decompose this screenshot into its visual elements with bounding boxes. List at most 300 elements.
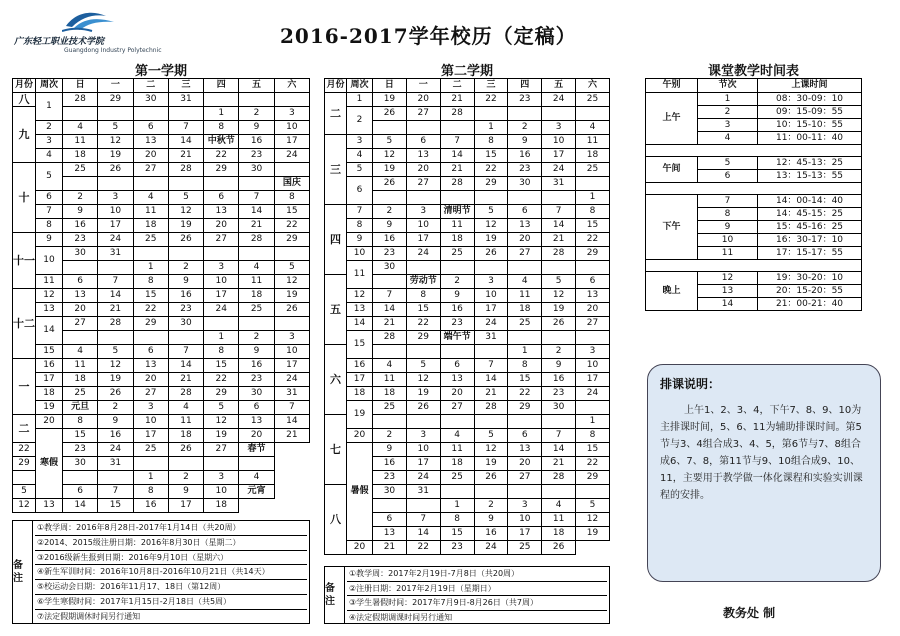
week-cell: 16: [347, 359, 373, 373]
day-cell: 19: [373, 163, 407, 177]
day-cell: [576, 331, 610, 345]
week-cell: 3: [347, 135, 373, 149]
day-cell: [474, 485, 508, 499]
header-cell: 二: [133, 79, 168, 93]
day-cell: [204, 177, 239, 191]
day-cell: 1: [204, 331, 239, 345]
wave-logo-icon: [62, 8, 118, 34]
day-cell: 5: [474, 205, 508, 219]
day-cell: 17: [576, 373, 610, 387]
day-cell: 30: [133, 93, 168, 107]
lesson-time: 14：45-15：25: [758, 208, 862, 221]
period-label: 晚上: [646, 272, 698, 311]
day-cell: 27: [133, 387, 168, 401]
day-cell: [406, 499, 440, 513]
day-cell: 19: [474, 457, 508, 471]
month-cell: 十一: [13, 233, 36, 289]
month-cell: 八: [325, 485, 347, 555]
note-line: ①教学周：2017年2月19日-7月8日（共20周）: [347, 567, 607, 582]
header-cell: 周次: [347, 79, 373, 93]
day-cell: 15: [576, 219, 610, 233]
note-line: ④法定假期调课时间另行通知: [349, 612, 453, 622]
day-cell: 20: [508, 457, 542, 471]
day-cell: 2: [373, 205, 407, 219]
day-cell: 元旦: [63, 401, 98, 415]
day-cell: 17: [406, 457, 440, 471]
day-cell: 11: [133, 205, 168, 219]
day-cell: 1: [576, 415, 610, 429]
month-cell: 十二: [13, 289, 36, 359]
week-cell: 16: [36, 359, 63, 373]
day-cell: 18: [168, 429, 203, 443]
day-cell: [440, 121, 474, 135]
day-cell: 19: [576, 527, 610, 541]
day-cell: 10: [508, 513, 542, 527]
day-cell: [406, 345, 440, 359]
day-cell: 26: [542, 541, 576, 555]
day-cell: 5: [274, 261, 309, 275]
day-cell: 6: [239, 401, 274, 415]
day-cell: 20: [406, 93, 440, 107]
header-cell: 一: [98, 79, 133, 93]
day-cell: [576, 485, 610, 499]
day-cell: 1: [576, 191, 610, 205]
day-cell: 13: [508, 219, 542, 233]
day-cell: [508, 485, 542, 499]
day-cell: 端午节: [440, 331, 474, 345]
day-cell: 3: [98, 191, 133, 205]
day-cell: 8: [474, 135, 508, 149]
day-cell: 25: [440, 471, 474, 485]
day-cell: 11: [576, 135, 610, 149]
header-cell: 六: [576, 79, 610, 93]
day-cell: [406, 261, 440, 275]
day-cell: 14: [542, 219, 576, 233]
day-cell: 13: [239, 415, 274, 429]
day-cell: [168, 247, 203, 261]
note-line: ①教学周：2016年8月28日-2017年1月14日（共20周）: [35, 521, 307, 536]
week-cell: 4: [347, 149, 373, 163]
day-cell: 10: [474, 289, 508, 303]
day-cell: [204, 317, 239, 331]
period-label: 下午: [646, 195, 698, 260]
lesson-number: 7: [698, 195, 758, 208]
lesson-time: 08：30-09：10: [758, 93, 862, 106]
day-cell: [168, 457, 203, 471]
lesson-time: 10：15-10：55: [758, 119, 862, 132]
day-cell: [133, 457, 168, 471]
lesson-time: 17：15-17：55: [758, 247, 862, 260]
day-cell: 2: [474, 499, 508, 513]
day-cell: 19: [98, 149, 133, 163]
day-cell: 5: [474, 429, 508, 443]
day-cell: 21: [239, 219, 274, 233]
day-cell: 16: [98, 429, 133, 443]
day-cell: 19: [406, 387, 440, 401]
day-cell: 24: [98, 443, 133, 457]
day-cell: 21: [274, 429, 309, 443]
day-cell: 27: [576, 317, 610, 331]
day-cell: 6: [133, 121, 168, 135]
day-cell: 12: [406, 373, 440, 387]
day-cell: [98, 177, 133, 191]
day-cell: 2: [508, 121, 542, 135]
day-cell: 27: [406, 107, 440, 121]
day-cell: 30: [542, 401, 576, 415]
note-line: ⑦法定假期调休时间另行通知: [37, 611, 141, 621]
day-cell: 9: [542, 359, 576, 373]
lesson-number: 13: [698, 285, 758, 298]
day-cell: 14: [274, 415, 309, 429]
day-cell: 14: [474, 373, 508, 387]
lesson-number: 11: [698, 247, 758, 260]
day-cell: 11: [508, 289, 542, 303]
schedule-header-cell: 节次: [698, 79, 758, 93]
day-cell: 9: [239, 345, 274, 359]
day-cell: 12: [576, 513, 610, 527]
day-cell: 9: [474, 513, 508, 527]
day-cell: 17: [474, 303, 508, 317]
day-cell: 24: [98, 233, 133, 247]
day-cell: 7: [98, 275, 133, 289]
day-cell: [274, 247, 309, 261]
day-cell: 12: [474, 443, 508, 457]
day-cell: [576, 177, 610, 191]
day-cell: 25: [508, 317, 542, 331]
day-cell: 22: [204, 373, 239, 387]
day-cell: 4: [239, 471, 274, 485]
day-cell: [542, 415, 576, 429]
day-cell: 15: [440, 527, 474, 541]
day-cell: 28: [474, 401, 508, 415]
week-cell: 1: [347, 93, 373, 107]
day-cell: 9: [168, 485, 203, 499]
day-cell: 21: [373, 541, 407, 555]
day-cell: 22: [204, 149, 239, 163]
day-cell: 11: [63, 135, 98, 149]
day-cell: 21: [168, 149, 203, 163]
day-cell: 15: [508, 373, 542, 387]
day-cell: 30: [168, 317, 203, 331]
day-cell: 14: [168, 359, 203, 373]
day-cell: 20: [133, 149, 168, 163]
day-cell: [474, 107, 508, 121]
header-cell: 一: [406, 79, 440, 93]
day-cell: 16: [373, 457, 407, 471]
week-cell: 15: [347, 331, 373, 359]
day-cell: 19: [373, 93, 407, 107]
day-cell: 18: [133, 219, 168, 233]
day-cell: 4: [239, 261, 274, 275]
day-cell: 23: [168, 303, 203, 317]
month-cell: 九: [13, 107, 36, 163]
day-cell: [373, 499, 407, 513]
day-cell: 22: [406, 541, 440, 555]
day-cell: 15: [274, 205, 309, 219]
day-cell: 21: [440, 93, 474, 107]
day-cell: 10: [133, 415, 168, 429]
day-cell: 18: [576, 149, 610, 163]
day-cell: 18: [63, 373, 98, 387]
day-cell: [168, 177, 203, 191]
day-cell: [542, 107, 576, 121]
day-cell: 23: [440, 541, 474, 555]
day-cell: 6: [63, 485, 98, 499]
lesson-number: 12: [698, 272, 758, 285]
day-cell: 14: [542, 443, 576, 457]
day-cell: 22: [474, 93, 508, 107]
notes-label: 备注: [325, 567, 345, 623]
day-cell: [474, 191, 508, 205]
day-cell: 15: [98, 499, 133, 513]
day-cell: [274, 163, 309, 177]
day-cell: 11: [542, 513, 576, 527]
day-cell: 3: [542, 121, 576, 135]
day-cell: 21: [542, 457, 576, 471]
day-cell: 11: [440, 219, 474, 233]
day-cell: 15: [474, 149, 508, 163]
day-cell: 20: [440, 387, 474, 401]
week-cell: 7: [36, 205, 63, 219]
day-cell: 17: [133, 429, 168, 443]
note-line: ④新生军训时间：2016年10月8日-2016年10月21日（共14天）: [35, 565, 307, 580]
day-cell: 4: [168, 401, 203, 415]
week-cell: 15: [36, 345, 63, 359]
day-cell: 17: [204, 289, 239, 303]
day-cell: 16: [239, 135, 274, 149]
day-cell: 24: [474, 317, 508, 331]
day-cell: [204, 93, 239, 107]
header-cell: 三: [168, 79, 203, 93]
day-cell: 23: [508, 163, 542, 177]
day-cell: 17: [274, 135, 309, 149]
day-cell: 6: [576, 275, 610, 289]
day-cell: 20: [239, 429, 274, 443]
day-cell: 1: [508, 345, 542, 359]
school-name-en: Guangdong Industry Polytechnic: [64, 47, 162, 54]
day-cell: 春节: [239, 443, 274, 457]
day-cell: 4: [542, 499, 576, 513]
day-cell: [508, 261, 542, 275]
explanation-body: 上午1、2、3、4，下午7、8、9、10为主排课时间，5、6、11为辅助排课时间。第5节与3、4组合成3、4、5，第6节与7、8组合成6、7、8，第11节与9、10组合成9、10、11，主要用于教学做一体化课程和实验实训课程的安排。: [660, 405, 863, 501]
lesson-number: 4: [698, 132, 758, 145]
day-cell: 20: [204, 219, 239, 233]
day-cell: 24: [542, 93, 576, 107]
day-cell: 28: [239, 233, 274, 247]
day-cell: 16: [508, 149, 542, 163]
header-cell: 五: [239, 79, 274, 93]
day-cell: 31: [98, 457, 133, 471]
day-cell: 31: [274, 387, 309, 401]
day-cell: 8: [204, 121, 239, 135]
day-cell: 13: [63, 289, 98, 303]
day-cell: 29: [406, 331, 440, 345]
day-cell: 11: [239, 275, 274, 289]
day-cell: 5: [406, 359, 440, 373]
day-cell: 1: [204, 107, 239, 121]
day-cell: 20: [508, 233, 542, 247]
day-cell: [576, 261, 610, 275]
day-cell: [474, 345, 508, 359]
day-cell: [98, 107, 133, 121]
day-cell: 21: [474, 387, 508, 401]
day-cell: [204, 247, 239, 261]
day-cell: 25: [373, 401, 407, 415]
semester1-title: 第一学期: [134, 64, 187, 79]
day-cell: 10: [406, 219, 440, 233]
header-cell: 月份: [13, 79, 36, 93]
day-cell: 6: [406, 135, 440, 149]
week-cell: 18: [347, 387, 373, 401]
day-cell: 13: [440, 373, 474, 387]
notes-label: 备注: [13, 521, 33, 623]
day-cell: 13: [508, 443, 542, 457]
schedule-header-cell: 午别: [646, 79, 698, 93]
day-cell: 12: [98, 135, 133, 149]
header-cell: 日: [63, 79, 98, 93]
day-cell: [440, 345, 474, 359]
day-cell: 8: [204, 345, 239, 359]
day-cell: 23: [63, 443, 98, 457]
day-cell: 28: [63, 93, 98, 107]
note-line: ③2016级新生报到日期：2016年9月10日（星期六）: [35, 551, 307, 566]
day-cell: 29: [98, 93, 133, 107]
semester2-title: 第二学期: [440, 64, 493, 79]
day-cell: 1: [133, 471, 168, 485]
day-cell: 8: [406, 289, 440, 303]
day-cell: 14: [406, 527, 440, 541]
day-cell: [406, 121, 440, 135]
day-cell: 22: [133, 303, 168, 317]
lesson-time: 11：00-11：40: [758, 132, 862, 145]
lesson-number: 10: [698, 234, 758, 247]
day-cell: 3: [474, 275, 508, 289]
day-cell: 19: [98, 373, 133, 387]
day-cell: [239, 177, 274, 191]
day-cell: 16: [63, 219, 98, 233]
day-cell: 9: [440, 289, 474, 303]
day-cell: 18: [440, 233, 474, 247]
lesson-number: 3: [698, 119, 758, 132]
day-cell: 29: [576, 471, 610, 485]
day-cell: [168, 331, 203, 345]
semester2-notes: [324, 566, 610, 624]
day-cell: [373, 415, 407, 429]
week-cell: 13: [36, 303, 63, 317]
day-cell: 26: [542, 317, 576, 331]
day-cell: 26: [98, 387, 133, 401]
header-cell: 三: [474, 79, 508, 93]
day-cell: 8: [576, 429, 610, 443]
day-cell: [373, 275, 407, 289]
day-cell: 2: [168, 261, 203, 275]
day-cell: 11: [63, 359, 98, 373]
day-cell: 13: [204, 205, 239, 219]
day-cell: 2: [98, 401, 133, 415]
spacer-row: [646, 260, 862, 272]
day-cell: 4: [63, 345, 98, 359]
day-cell: 16: [373, 233, 407, 247]
day-cell: [133, 331, 168, 345]
note-line: ③学生暑假时间：2017年7月9日-8月26日（共7周）: [347, 596, 607, 611]
day-cell: 10: [204, 485, 239, 499]
day-cell: 3: [274, 331, 309, 345]
day-cell: 27: [133, 163, 168, 177]
day-cell: [542, 191, 576, 205]
day-cell: [239, 317, 274, 331]
day-cell: 20: [576, 303, 610, 317]
day-cell: 15: [133, 289, 168, 303]
day-cell: 24: [274, 373, 309, 387]
note-line: ②注册日期：2017年2月19日（星期日）: [347, 582, 607, 597]
week-cell: 3: [36, 135, 63, 149]
month-cell: 四: [325, 205, 347, 275]
week-cell: 9: [347, 233, 373, 247]
day-cell: 30: [508, 177, 542, 191]
month-cell: 十: [13, 163, 36, 233]
day-cell: 24: [542, 163, 576, 177]
day-cell: 23: [373, 471, 407, 485]
week-cell: 19: [36, 401, 63, 415]
day-cell: 26: [373, 107, 407, 121]
day-cell: [98, 331, 133, 345]
day-cell: [508, 415, 542, 429]
day-cell: 14: [63, 499, 98, 513]
day-cell: [133, 107, 168, 121]
day-cell: 29: [474, 177, 508, 191]
day-cell: [63, 471, 98, 485]
header-cell: 周次: [36, 79, 63, 93]
day-cell: 7: [474, 359, 508, 373]
day-cell: 16: [133, 499, 168, 513]
day-cell: 18: [508, 303, 542, 317]
day-cell: 6: [440, 359, 474, 373]
week-cell: 寒假: [36, 429, 63, 499]
semester1-calendar: [12, 78, 310, 513]
day-cell: 21: [373, 317, 407, 331]
day-cell: 16: [168, 289, 203, 303]
week-cell: 1: [36, 93, 63, 121]
day-cell: 22: [508, 387, 542, 401]
day-cell: 25: [133, 233, 168, 247]
note-line: ⑤校运动会日期：2016年11月17、18日（第12周）: [35, 580, 307, 595]
day-cell: 12: [373, 149, 407, 163]
day-cell: 劳动节: [406, 275, 440, 289]
day-cell: [13, 471, 36, 485]
lesson-number: 1: [698, 93, 758, 106]
day-cell: 4: [63, 121, 98, 135]
day-cell: 18: [440, 457, 474, 471]
day-cell: 24: [576, 387, 610, 401]
day-cell: 22: [576, 233, 610, 247]
day-cell: 27: [63, 317, 98, 331]
week-cell: 9: [36, 233, 63, 247]
day-cell: 23: [239, 149, 274, 163]
day-cell: 20: [133, 373, 168, 387]
day-cell: 26: [168, 443, 203, 457]
lesson-number: 2: [698, 106, 758, 119]
lesson-time: 15：45-16：25: [758, 221, 862, 234]
week-cell: 13: [347, 303, 373, 317]
day-cell: 26: [406, 401, 440, 415]
day-cell: 29: [274, 233, 309, 247]
day-cell: 21: [440, 163, 474, 177]
lesson-number: 6: [698, 170, 758, 183]
day-cell: 4: [508, 275, 542, 289]
day-cell: 5: [98, 345, 133, 359]
school-name: 广东轻工职业技术学院: [14, 37, 105, 47]
day-cell: [542, 331, 576, 345]
